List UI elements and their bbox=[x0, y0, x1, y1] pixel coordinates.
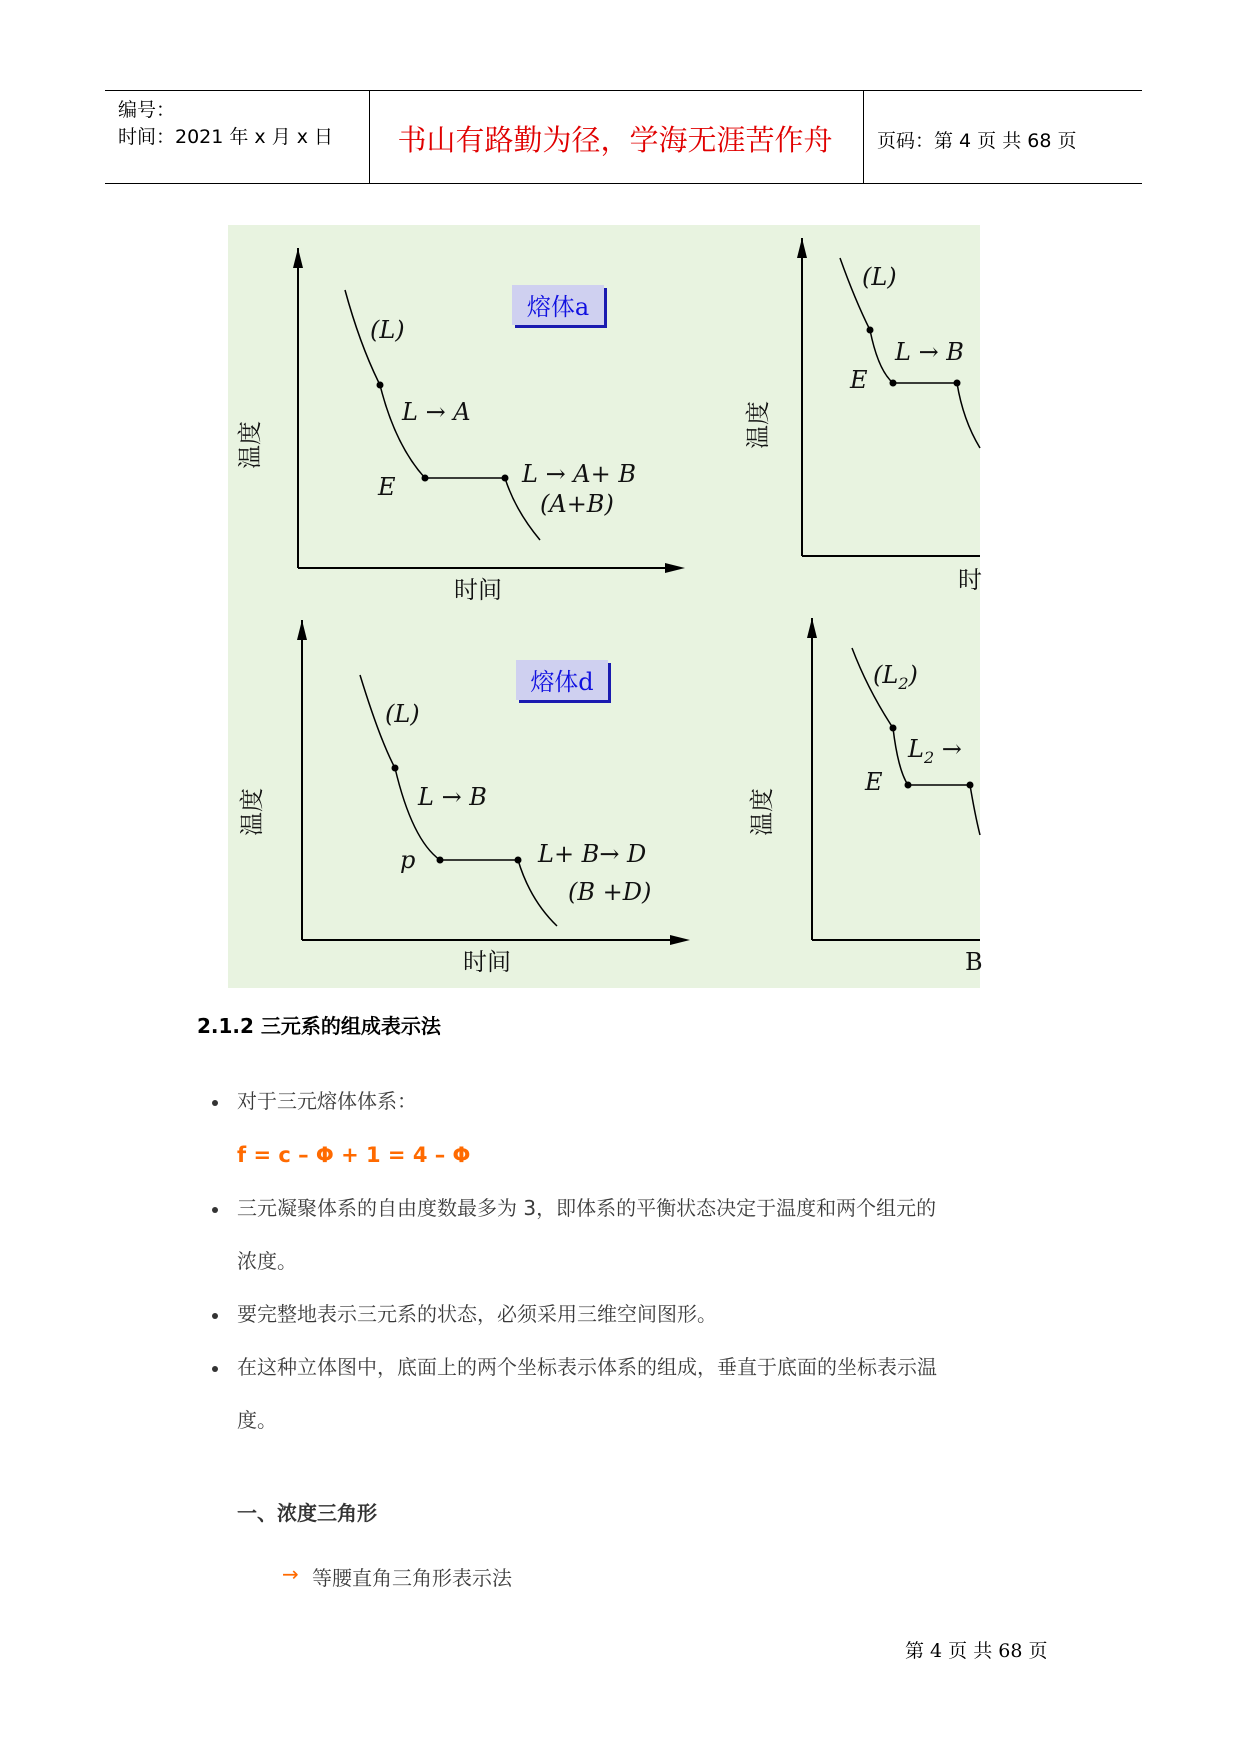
header-number-label: 编号： bbox=[118, 99, 176, 121]
panel-a-point-label: E bbox=[378, 473, 396, 501]
panel-d-point-label: p bbox=[400, 846, 416, 874]
panel-a-y-label: 温度 bbox=[236, 421, 264, 469]
page-footer: 第 4 页 共 68 页 bbox=[905, 1640, 1048, 1662]
panel-a-y-arrow bbox=[293, 248, 303, 268]
panel-e-point-e-end bbox=[967, 782, 974, 789]
panel-b bbox=[744, 238, 982, 594]
panel-e-point-label: E bbox=[865, 768, 883, 796]
bullet-dot-1 bbox=[212, 1100, 218, 1106]
panel-e-seg1: $L_2$ → bbox=[908, 735, 962, 767]
panel-a-solid: (A+B) bbox=[540, 490, 614, 518]
panel-a-point-e-end bbox=[502, 475, 509, 482]
panel-d-point-p-start bbox=[437, 857, 444, 864]
phase-rule-formula: f = c – Φ + 1 = 4 – Φ bbox=[237, 1143, 471, 1167]
bullet-1-text: 对于三元熔体体系： bbox=[237, 1089, 417, 1113]
panel-a-x-arrow bbox=[665, 563, 685, 573]
panel-a-seg1: L → A bbox=[402, 398, 471, 426]
panel-b-y-arrow bbox=[797, 238, 807, 258]
panel-e-liquid: $(L_2)$ bbox=[873, 661, 918, 693]
bullet-3-text: 要完整地表示三元系的状态，必须采用三维空间图形。 bbox=[237, 1302, 717, 1326]
subheading-concentration-triangle: 一、浓度三角形 bbox=[237, 1501, 377, 1525]
bullet-4-line-2: 度。 bbox=[237, 1408, 277, 1432]
panel-e-y-label: 温度 bbox=[748, 788, 776, 836]
bullet-dot-2 bbox=[212, 1207, 218, 1213]
panel-d-seg1: L → B bbox=[418, 783, 487, 811]
panel-e-y-arrow bbox=[807, 618, 817, 638]
panel-b-point-e-start bbox=[890, 380, 897, 387]
panel-a-tag: 熔体a bbox=[526, 293, 590, 321]
panel-d-tag: 熔体d bbox=[530, 668, 594, 696]
panel-d-solid: (B +D) bbox=[568, 878, 652, 906]
panel-b-seg1: L → B bbox=[895, 338, 964, 366]
panel-a-seg2: L → A+ B bbox=[522, 460, 637, 488]
panel-e-point-e-start bbox=[905, 782, 912, 789]
panel-b-break-point bbox=[867, 327, 874, 334]
panel-d bbox=[238, 620, 690, 976]
panel-e-x-label: B bbox=[965, 948, 983, 976]
panel-d-y-label: 温度 bbox=[238, 788, 266, 836]
bullet-2-line-1: 三元凝聚体系的自由度数最多为 3，即体系的平衡状态决定于温度和两个组元的 bbox=[237, 1196, 937, 1220]
panel-a-x-label: 时间 bbox=[454, 576, 502, 604]
bullet-4-line-1: 在这种立体图中，底面上的两个坐标表示体系的组成，垂直于底面的坐标表示温 bbox=[237, 1355, 937, 1379]
panel-a-break-point bbox=[377, 382, 384, 389]
arrow-right-icon: → bbox=[282, 1562, 299, 1586]
panel-e bbox=[748, 618, 983, 976]
panel-d-x-label: 时间 bbox=[463, 948, 511, 976]
section-title: 2.1.2 三元系的组成表示法 bbox=[197, 1014, 441, 1038]
panel-d-seg2: L+ B→ D bbox=[538, 840, 647, 868]
header-motto: 书山有路勤为径，学海无涯苦作舟 bbox=[397, 123, 833, 157]
panel-a-liquid: (L) bbox=[370, 316, 405, 344]
panel-d-x-arrow bbox=[670, 935, 690, 945]
panel-b-point-label: E bbox=[850, 366, 868, 394]
bullet-dot-4 bbox=[212, 1366, 218, 1372]
header-page-code: 页码：第 4 页 共 68 页 bbox=[877, 130, 1077, 152]
panel-a bbox=[236, 248, 685, 604]
bullet-dot-3 bbox=[212, 1313, 218, 1319]
panel-d-break-point bbox=[392, 765, 399, 772]
panel-d-point-p-end bbox=[515, 857, 522, 864]
panel-b-point-e-end bbox=[954, 380, 961, 387]
panel-d-y-arrow bbox=[297, 620, 307, 640]
panel-d-liquid: (L) bbox=[385, 700, 420, 728]
sub-item-text: 等腰直角三角形表示法 bbox=[312, 1566, 512, 1590]
panel-b-y-label: 温度 bbox=[744, 401, 772, 449]
panel-a-point-e-start bbox=[422, 475, 429, 482]
header-time-label: 时间：2021 年 x 月 x 日 bbox=[118, 126, 334, 148]
panel-b-x-label: 时 bbox=[958, 566, 982, 594]
bullet-2-line-2: 浓度。 bbox=[237, 1249, 297, 1273]
panel-e-break-point bbox=[890, 725, 897, 732]
panel-b-liquid: (L) bbox=[862, 263, 897, 291]
